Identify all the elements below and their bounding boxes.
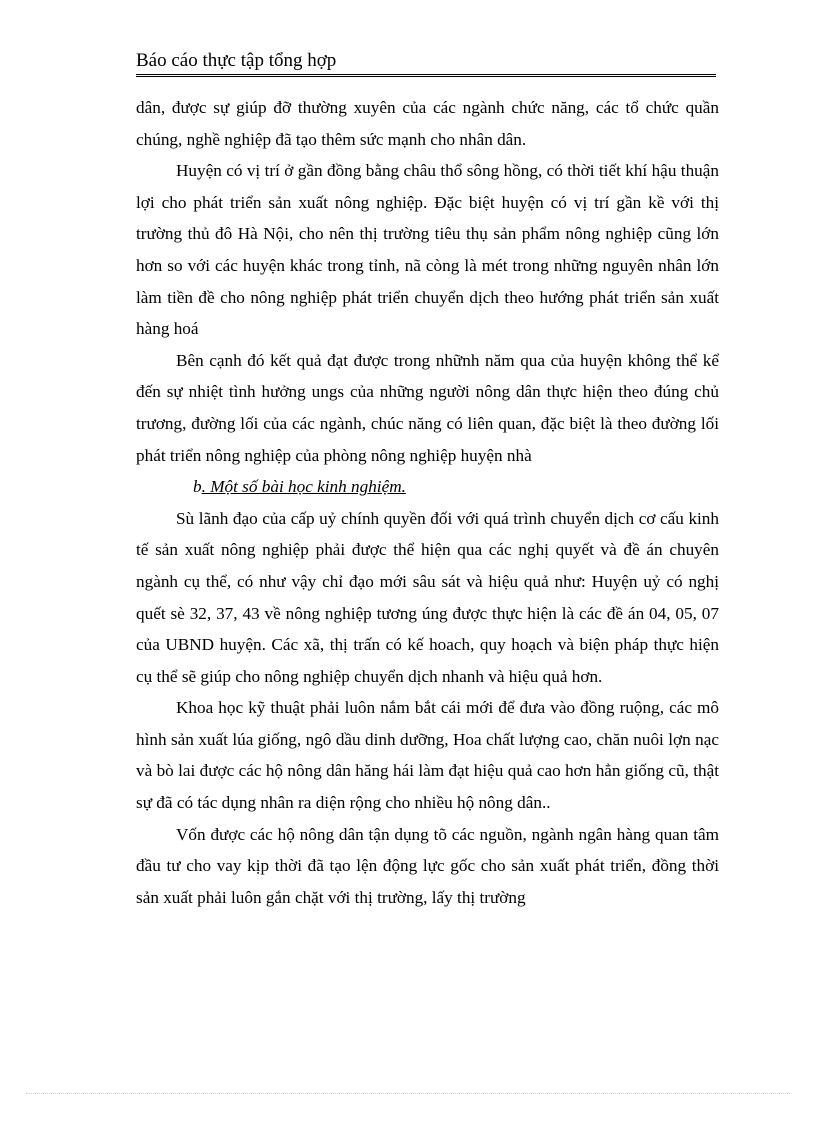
paragraph: Huyện có vị trí ở gần đồng bằng châu thổ sông hồng, có thời tiết khí hậu thuận lợi cho phát triển sản xuất nông nghiệp. Đặc biệt huyện có vị trí gần kề với thị trường thủ đô Hà Nội, cho nên thị trường tiêu thụ sản phẩm nông nghiệp cũng lớn hơn so với các huyện khác trong tỉnh, nã còng là mét trong những nguyên nhân lớn làm tiền đề cho nông nghiệp phát triển chuyển dịch theo hướng phát triển sản xuất hàng hoá	[136, 161, 719, 339]
paragraph: Bên cạnh đó kết quả đạt được trong nhữnh năm qua của huyện không thể kể đến sự nhiệt tình hưởng ungs của những người nông dân thực hiện theo đúng chủ trương, đường lối của các ngành, chúc năng có liên quan, đặc biệt là theo đường lối phát triển nông nghiệp của phòng nông nghiệp huyện nhà	[136, 350, 719, 465]
paragraph: Khoa học kỹ thuật phải luôn nắm bắt cái mới để đưa vào đồng ruộng, các mô hình sản xuất lúa giống, ngô dầu dinh dưỡng, Hoa chất lượng cao, chăn nuôi lợn nạc và bò lai được các hộ nông dân hăng hái làm đạt hiệu quả cao hơn hẳn giống cũ, thật sự đã có tác dụng nhân ra diện rộng cho nhiều hộ nông dân..	[136, 698, 719, 813]
page-bottom-divider	[26, 1093, 790, 1094]
paragraph: Vốn được các hộ nông dân tận dụng tõ các nguồn, ngành ngân hàng quan tâm đầu tư cho vay kịp thời đã tạo lện động lực gốc cho sản xuất phát triển, đồng thời sản xuất phải luôn gắn chặt với thị trường, lấy thị trường	[136, 824, 719, 907]
page-header	[136, 50, 716, 77]
paragraph: Sù lãnh đạo của cấp uỷ chính quyền đối với quá trình chuyển dịch cơ cấu kinh tế sản xuất nông nghiệp phải được thể hiện qua các nghị quyết và đề án chuyên ngành cụ thể, có như vậy chỉ đạo mới sâu sát và hiệu quả như: Huyện uỷ có nghị quết sè 32, 37, 43 về nông nghiệp tương úng được thực hiện là các đề án 04, 05, 07 của UBND huyện. Các xã, thị trấn có kế hoach, quy hoạch và biện pháp thực hiện cụ thể sẽ giúp cho nông nghiệp chuyển dịch nhanh và hiệu quả hơn.	[136, 508, 719, 686]
section-subheading	[136, 471, 719, 503]
document-body	[136, 92, 719, 913]
subheading-marker: b	[193, 477, 202, 497]
subheading-title: . Một số bài học kinh nghiệm.	[201, 477, 406, 497]
header-title: Báo cáo thực tập tổng hợp	[136, 50, 337, 71]
paragraph: dân, được sự giúp đỡ thường xuyên của các ngành chức năng, các tổ chức quần chúng, nghề nghiệp đã tạo thêm sức mạnh cho nhân dân.	[136, 98, 719, 149]
